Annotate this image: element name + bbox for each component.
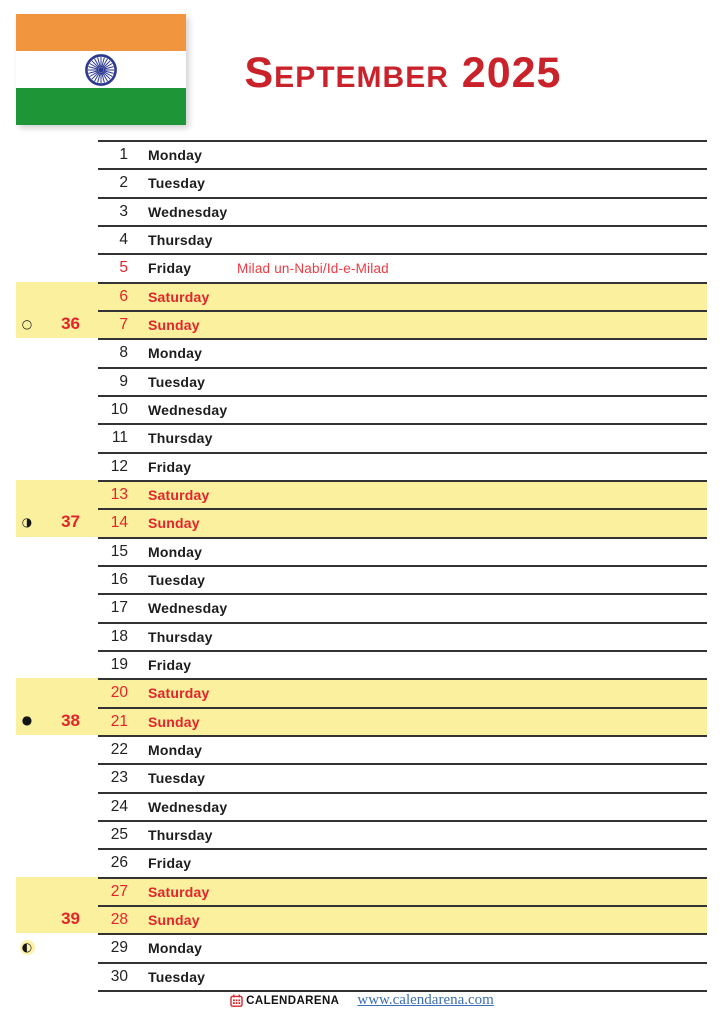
calendar-row: [98, 199, 707, 227]
day-number: 28: [110, 911, 128, 929]
day-number: 27: [110, 882, 128, 900]
day-number: 24: [110, 797, 128, 815]
day-name: Friday: [148, 855, 192, 872]
calendar-row: [98, 907, 707, 935]
calendar-row: [98, 340, 707, 368]
day-name: Monday: [148, 147, 203, 164]
calendar-row: [98, 142, 707, 170]
day-number: 19: [110, 656, 128, 674]
day-number: 2: [119, 174, 128, 192]
page-title: September 2025: [244, 49, 562, 97]
day-name: Sunday: [148, 713, 200, 730]
day-name: Friday: [148, 458, 192, 475]
website-link[interactable]: www.calendarena.com: [357, 992, 494, 1008]
calendar-row: [98, 539, 707, 567]
calendar-row: [98, 822, 707, 850]
day-number: 25: [110, 826, 128, 844]
day-name: Wednesday: [148, 798, 228, 815]
calendar-row: [98, 567, 707, 595]
calendar-row: [98, 284, 707, 312]
day-name: Monday: [148, 742, 203, 759]
day-name: Friday: [148, 260, 192, 277]
first-quarter-moon-icon: ◐: [16, 933, 38, 961]
day-number: 4: [119, 231, 128, 249]
calendar-row: [98, 595, 707, 623]
day-name: Tuesday: [148, 968, 206, 985]
day-name: Wednesday: [148, 203, 228, 220]
day-number: 22: [110, 741, 128, 759]
day-name: Monday: [148, 940, 203, 957]
day-name: Tuesday: [148, 175, 206, 192]
calendar-row: [98, 652, 707, 680]
calendar-row: [98, 737, 707, 765]
calendar-row: [98, 312, 707, 340]
calendar-row: [98, 255, 707, 283]
day-name: Wednesday: [148, 600, 228, 617]
calendar-row: [98, 454, 707, 482]
day-name: Thursday: [148, 827, 213, 844]
day-name: Sunday: [148, 912, 200, 929]
day-number: 21: [110, 712, 128, 730]
footer: [0, 992, 724, 1009]
day-name: Thursday: [148, 628, 213, 645]
day-number: 18: [110, 627, 128, 645]
day-name: Sunday: [148, 515, 200, 532]
brand-name: CALENDARENA: [246, 994, 340, 1007]
calendar-row: [98, 680, 707, 708]
day-number: 11: [111, 429, 128, 447]
day-name: Friday: [148, 657, 192, 674]
day-name: Monday: [148, 543, 203, 560]
day-number: 8: [119, 344, 128, 362]
week-number: 39: [61, 909, 80, 928]
calendar-row: [98, 397, 707, 425]
day-name: Thursday: [148, 232, 213, 249]
week-number: 36: [61, 314, 80, 333]
day-number: 13: [110, 486, 128, 504]
brand-logo: [230, 994, 339, 1007]
calendar-row: [98, 425, 707, 453]
day-name: Thursday: [148, 430, 213, 447]
day-number: 15: [110, 542, 128, 560]
day-number: 26: [110, 854, 128, 872]
day-name: Saturday: [148, 685, 210, 702]
day-name: Monday: [148, 345, 203, 362]
calendar-row: [98, 794, 707, 822]
day-number: 6: [119, 287, 128, 305]
day-name: Tuesday: [148, 373, 206, 390]
calendar-row: [98, 935, 707, 963]
day-name: Tuesday: [148, 572, 206, 589]
calendar-row: [98, 964, 707, 992]
day-number: 7: [119, 316, 128, 334]
calendar-row: [98, 369, 707, 397]
day-number: 17: [110, 599, 128, 617]
day-number: 1: [119, 146, 128, 164]
day-number: 3: [119, 202, 128, 220]
calendar-row: [98, 765, 707, 793]
week-number: 38: [61, 710, 80, 730]
calendar-row: [98, 624, 707, 652]
day-number: 30: [110, 967, 128, 985]
day-number: 10: [110, 401, 128, 419]
day-number: 20: [110, 684, 128, 702]
day-number: 5: [119, 259, 128, 277]
day-number: 14: [110, 514, 128, 532]
new-moon-icon: ●: [21, 713, 33, 728]
day-number: 29: [110, 939, 128, 957]
calendar-row: [98, 227, 707, 255]
day-name: Saturday: [148, 883, 210, 900]
calendar-row: [98, 850, 707, 878]
week-number: 37: [61, 512, 80, 532]
day-name: Saturday: [148, 487, 210, 504]
day-name: Sunday: [148, 317, 200, 334]
calendar-row: [98, 510, 707, 538]
calendarena-logo-icon: [230, 994, 243, 1007]
last-quarter-moon-icon: ◑: [21, 514, 33, 529]
day-name: Wednesday: [148, 402, 228, 419]
full-moon-icon: ○: [21, 316, 33, 331]
day-number: 12: [110, 457, 128, 475]
day-name: Tuesday: [148, 770, 206, 787]
calendar-row: [98, 879, 707, 907]
calendar-table: [98, 140, 707, 992]
day-number: 9: [119, 372, 128, 390]
day-name: Saturday: [148, 288, 210, 305]
calendar-row: [98, 482, 707, 510]
calendar-row: [98, 170, 707, 198]
flag-stripe-saffron: [16, 14, 186, 51]
day-number: 23: [110, 769, 128, 787]
day-number: 16: [110, 571, 128, 589]
holiday-label: Milad un-Nabi/Id-e-Milad: [237, 260, 389, 276]
calendar-row: [98, 709, 707, 737]
